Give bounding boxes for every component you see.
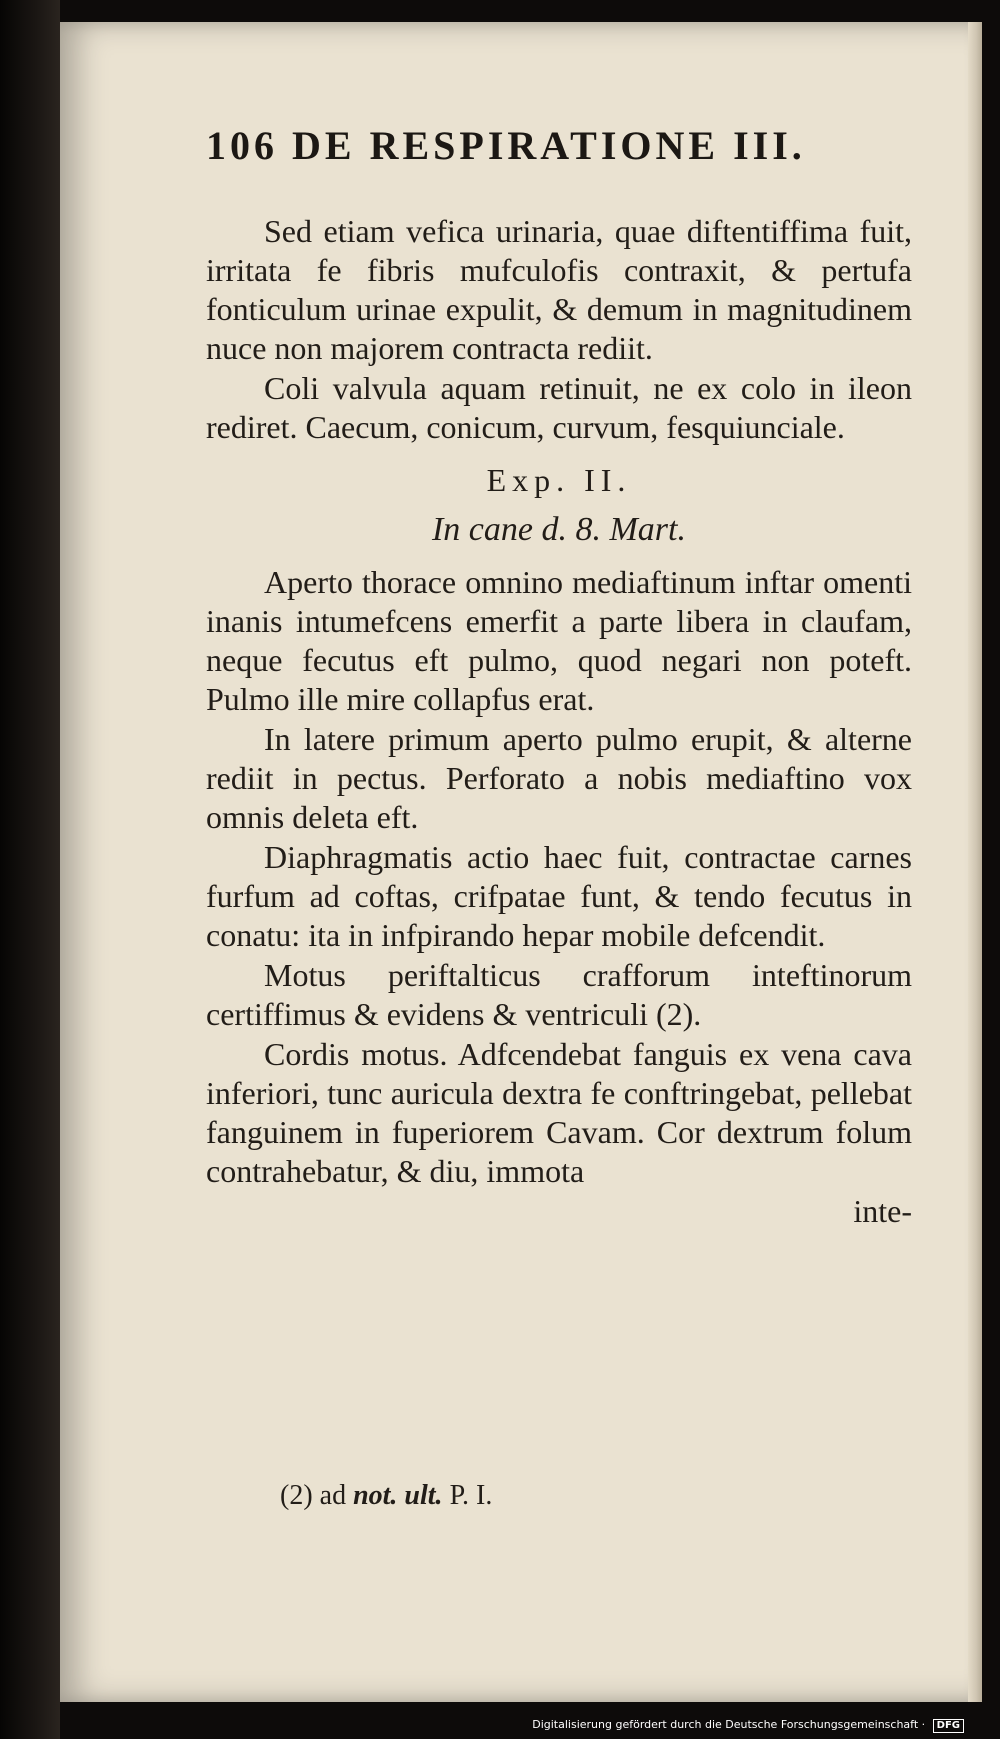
paragraph: Aperto thorace omnino mediaftinum inftar omenti inanis intumefcens emerfit a parte libera in claufam, neque fecutus eft pulmo, quod negari non poteft. Pulmo ille mire collapfus erat. [206,564,912,717]
section-heading: Exp. II. [486,462,632,498]
footnote-marker: (2) ad [280,1480,347,1511]
running-header: 106 DE RESPIRATIONE III. [206,123,806,168]
page-edge [968,22,982,1702]
paragraph: Diaphragmatis actio haec fuit, contractae carnes furfum ad coftas, crifpatae funt, & tendo fecutus in conatu: ita in infpirando hepar mobile defcendit. [206,839,912,953]
body-text [206,212,912,1231]
section-subheading: In cane d. 8. Mart. [431,511,686,548]
credit-text: Digitalisierung gefördert durch die Deutsche Forschungsgemeinschaft · [532,1718,926,1731]
footnote-reference: not. ult. [353,1480,443,1511]
book-binding-shadow [0,0,60,1739]
catchword: inte- [853,1193,912,1229]
footnote-reference-tail: P. I. [449,1480,493,1511]
dfg-logo: DFG [933,1719,964,1733]
paragraph: Sed etiam vefica urinaria, quae diftentiffima fuit, irritata fe fibris mufculofis contraxit, & pertufa fonticulum urinae expulit, & demum in magnitudinem nuce non majorem contracta rediit. [206,213,912,366]
paragraph: Coli valvula aquam retinuit, ne ex colo in ileon rediret. Caecum, conicum, curvum, fesquiunciale. [206,370,912,445]
digitization-credit [532,1718,964,1733]
paragraph: In latere primum aperto pulmo erupit, & alterne rediit in pectus. Perforato a nobis mediaftino vox omnis deleta eft. [206,721,912,835]
paragraph: Cordis motus. Adfcendebat fanguis ex vena cava inferiori, tunc auricula dextra fe conftringebat, pellebat fanguinem in fuperiorem Cavam. Cor dextrum folum contrahebatur, & diu, immota [206,1036,912,1189]
paragraph: Motus periftalticus crafforum inteftinorum certiffimus & evidens & ventriculi (2). [206,957,912,1032]
footnote [280,1480,492,1512]
